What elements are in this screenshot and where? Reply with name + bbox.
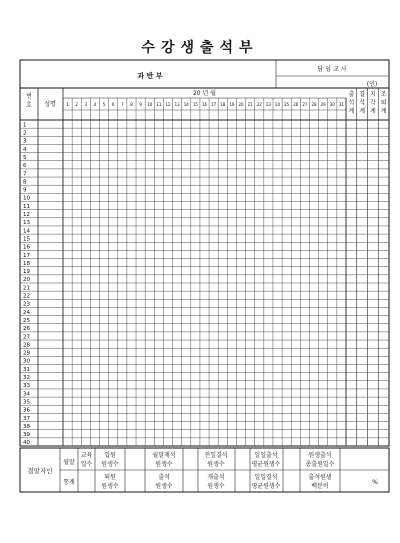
month-end-label: 원생수 (155, 461, 173, 468)
day-number: 27 (302, 102, 308, 107)
row-number: 36 (23, 407, 30, 414)
row-number: 17 (23, 252, 30, 259)
row-number: 18 (23, 260, 30, 267)
row-number: 11 (23, 203, 30, 210)
day-number: 9 (139, 102, 142, 107)
day-number: 29 (320, 102, 326, 107)
attendance-grid (20, 88, 389, 446)
all-attend-label: 개출석 (207, 474, 225, 481)
row-number: 6 (23, 163, 27, 170)
course-label: 과 반 부 (137, 72, 163, 80)
daily-attend-label: 일일출석 (254, 452, 278, 459)
row-number: 30 (23, 358, 30, 365)
signer-label: 결알자인 (27, 467, 53, 475)
row-number: 9 (23, 187, 27, 194)
daily-attend-label: 평균원생수 (251, 461, 281, 468)
total-header: 지 (369, 91, 376, 98)
edu-days-label: 일수 (80, 461, 93, 468)
withdraw-label: 퇴원 (104, 474, 116, 481)
day-number: 6 (111, 102, 115, 107)
total-header: 출 (348, 91, 355, 98)
day-number: 12 (165, 102, 171, 107)
row-number: 25 (23, 317, 30, 324)
day-number: 21 (247, 102, 253, 107)
day-number: 14 (183, 102, 189, 107)
day-number: 15 (192, 102, 198, 107)
day-number: 28 (311, 102, 317, 107)
row-number: 1 (23, 122, 27, 129)
day-number: 5 (102, 102, 106, 107)
day-number: 16 (201, 102, 208, 107)
row-number: 10 (23, 195, 30, 202)
row-number: 27 (23, 334, 30, 341)
enroll-label: 입원 (104, 452, 116, 459)
total-header: 퇴 (380, 99, 387, 107)
row-number: 4 (23, 146, 27, 153)
number-header: 호 (26, 102, 32, 109)
enroll-label: 원생수 (101, 461, 119, 468)
edu-days-label: 교육 (80, 452, 93, 459)
row-number: 5 (23, 154, 27, 161)
total-header: 계 (380, 108, 387, 115)
row-number: 34 (23, 391, 30, 398)
day-number: 22 (256, 102, 262, 107)
attendance-label: 출석 (158, 474, 170, 481)
row-number: 28 (23, 342, 30, 349)
row-number: 13 (23, 220, 30, 227)
day-number: 7 (121, 102, 124, 107)
row-number: 26 (23, 326, 30, 333)
day-number: 26 (293, 102, 299, 107)
row-number: 21 (23, 285, 30, 292)
total-attend-label: 원생출석 (308, 452, 332, 459)
day-number: 20 (238, 102, 244, 107)
row-number: 32 (23, 375, 30, 381)
day-number: 25 (284, 102, 290, 107)
total-header: 조 (380, 91, 387, 98)
day-number: 1 (66, 102, 69, 107)
row-number: 31 (23, 366, 30, 373)
daily-absent-label: 평균원생수 (251, 483, 281, 490)
row-number: 37 (23, 415, 30, 422)
row-number: 7 (23, 171, 27, 178)
day-number: 30 (329, 102, 335, 107)
row-number: 15 (23, 236, 30, 243)
seal-label: (인) (366, 81, 378, 88)
withdraw-label: 원생수 (101, 483, 119, 490)
all-attend-label: 원생수 (207, 483, 225, 490)
day-number: 17 (211, 102, 217, 107)
homeroom-label: 담임교사 (317, 66, 349, 73)
row-number: 33 (23, 383, 30, 390)
row-number: 23 (23, 301, 30, 308)
row-number: 38 (23, 423, 30, 430)
day-number: 31 (338, 102, 344, 107)
row-number: 3 (23, 138, 27, 145)
total-attend-label: 총출원일수 (305, 461, 335, 468)
total-header: 계 (359, 108, 366, 115)
day-number: 3 (84, 102, 88, 107)
total-header: 계 (369, 108, 376, 115)
all-absent-label: 원생수 (207, 461, 225, 468)
row-number: 14 (23, 228, 30, 235)
daily-absent-label: 일일결석 (254, 474, 278, 481)
row-number: 20 (23, 277, 30, 284)
month-end-label: 월말재석 (152, 452, 176, 459)
day-number: 13 (174, 102, 180, 107)
total-header: 각 (369, 99, 376, 107)
page-title: 수강생출석부 (141, 40, 259, 56)
row-number: 24 (23, 309, 30, 316)
day-number: 4 (93, 102, 97, 107)
month-label: 20 년 월 (192, 90, 217, 97)
day-number: 18 (220, 102, 226, 107)
total-header: 석 (348, 99, 355, 107)
row-number: 40 (23, 440, 30, 447)
month-stats-label: 통계 (63, 479, 75, 486)
day-number: 10 (147, 102, 153, 107)
row-number: 22 (23, 293, 30, 300)
row-number: 35 (23, 399, 30, 406)
number-header: 번 (26, 93, 32, 100)
all-absent-label: 전일결석 (204, 452, 228, 459)
row-number: 2 (23, 130, 27, 137)
day-number: 24 (274, 102, 281, 107)
day-number: 11 (156, 102, 162, 107)
total-header: 계 (348, 108, 355, 115)
attend-rate-label: 백분비 (311, 483, 329, 490)
total-header: 석 (359, 99, 366, 107)
attend-rate-label: 출석원생 (308, 474, 332, 481)
row-number: 29 (23, 350, 30, 357)
row-number: 39 (23, 432, 30, 439)
day-number: 8 (130, 102, 133, 107)
month-stats-label: 월말 (63, 459, 75, 466)
day-number: 19 (229, 102, 235, 107)
row-number: 8 (23, 179, 27, 186)
day-number: 23 (265, 102, 271, 107)
name-header: 성명 (44, 101, 56, 108)
row-number: 16 (23, 244, 30, 251)
percent-label: % (372, 479, 378, 486)
attendance-label: 원생수 (155, 483, 173, 490)
day-number: 2 (75, 102, 78, 107)
total-header: 결 (359, 91, 366, 98)
row-number: 12 (23, 212, 30, 218)
row-number: 19 (23, 269, 30, 276)
